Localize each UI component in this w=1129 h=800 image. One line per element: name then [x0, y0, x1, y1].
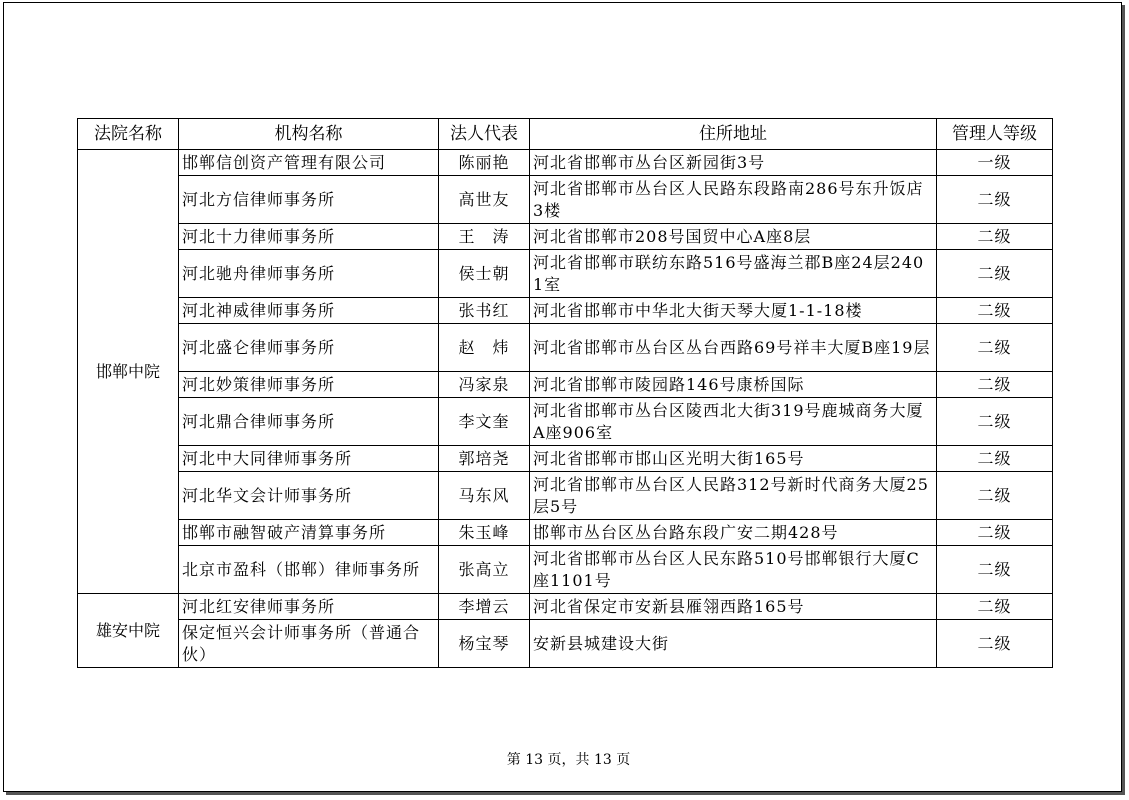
level-cell: 二级 — [937, 446, 1053, 472]
legal-rep-cell: 马东风 — [439, 472, 530, 520]
org-name-cell: 河北鼎合律师事务所 — [179, 398, 439, 446]
address-cell: 河北省邯郸市丛台区人民东路510号邯郸银行大厦C座1101号 — [530, 546, 937, 594]
org-name-cell: 河北妙策律师事务所 — [179, 372, 439, 398]
legal-rep-cell: 赵 炜 — [439, 324, 530, 372]
header-address: 住所地址 — [530, 119, 937, 150]
court-name-cell: 邯郸中院 — [78, 150, 179, 594]
table-row — [78, 546, 1053, 594]
address-cell: 河北省邯郸市丛台区人民路312号新时代商务大厦25层5号 — [530, 472, 937, 520]
level-cell: 二级 — [937, 520, 1053, 546]
legal-rep-cell: 陈丽艳 — [439, 150, 530, 176]
org-name-cell: 河北红安律师事务所 — [179, 594, 439, 620]
level-cell: 二级 — [937, 472, 1053, 520]
address-cell: 河北省邯郸市丛台区新园街3号 — [530, 150, 937, 176]
court-name-cell: 雄安中院 — [78, 594, 179, 668]
header-rep: 法人代表 — [439, 119, 530, 150]
document-page — [3, 2, 1122, 792]
legal-rep-cell: 王 涛 — [439, 224, 530, 250]
org-name-cell: 河北盛仑律师事务所 — [179, 324, 439, 372]
header-org: 机构名称 — [179, 119, 439, 150]
table-row — [78, 520, 1053, 546]
level-cell: 二级 — [937, 620, 1053, 668]
table-header-row — [78, 119, 1053, 150]
org-name-cell: 河北华文会计师事务所 — [179, 472, 439, 520]
legal-rep-cell: 张高立 — [439, 546, 530, 594]
org-name-cell: 保定恒兴会计师事务所（普通合伙） — [179, 620, 439, 668]
table-row — [78, 372, 1053, 398]
address-cell: 河北省邯郸市丛台区陵西北大街319号鹿城商务大厦A座906室 — [530, 398, 937, 446]
address-cell: 河北省邯郸市中华北大街天琴大厦1-1-18楼 — [530, 298, 937, 324]
address-cell: 河北省保定市安新县雁翎西路165号 — [530, 594, 937, 620]
org-name-cell: 北京市盈科（邯郸）律师事务所 — [179, 546, 439, 594]
org-name-cell: 河北方信律师事务所 — [179, 176, 439, 224]
legal-rep-cell: 李增云 — [439, 594, 530, 620]
address-cell: 河北省邯郸市208号国贸中心A座8层 — [530, 224, 937, 250]
level-cell: 二级 — [937, 324, 1053, 372]
org-name-cell: 邯郸信创资产管理有限公司 — [179, 150, 439, 176]
legal-rep-cell: 张书红 — [439, 298, 530, 324]
address-cell: 河北省邯郸市丛台区人民路东段路南286号东升饭店3楼 — [530, 176, 937, 224]
legal-rep-cell: 李文奎 — [439, 398, 530, 446]
address-cell: 安新县城建设大街 — [530, 620, 937, 668]
org-name-cell: 河北十力律师事务所 — [179, 224, 439, 250]
table-row — [78, 594, 1053, 620]
table-row — [78, 398, 1053, 446]
org-name-cell: 邯郸市融智破产清算事务所 — [179, 520, 439, 546]
level-cell: 二级 — [937, 594, 1053, 620]
legal-rep-cell: 朱玉峰 — [439, 520, 530, 546]
level-cell: 二级 — [937, 398, 1053, 446]
table-row — [78, 620, 1053, 668]
address-cell: 河北省邯郸市丛台区丛台西路69号祥丰大厦B座19层 — [530, 324, 937, 372]
legal-rep-cell: 郭培尧 — [439, 446, 530, 472]
table-row — [78, 176, 1053, 224]
legal-rep-cell: 杨宝琴 — [439, 620, 530, 668]
level-cell: 二级 — [937, 250, 1053, 298]
table-row — [78, 224, 1053, 250]
administrator-table — [77, 118, 1053, 668]
address-cell: 河北省邯郸市联纺东路516号盛海兰郡B座24层2401室 — [530, 250, 937, 298]
level-cell: 二级 — [937, 176, 1053, 224]
legal-rep-cell: 冯家泉 — [439, 372, 530, 398]
table-row — [78, 472, 1053, 520]
page-footer: 第 13 页，共 13 页 — [506, 752, 631, 768]
address-cell: 河北省邯郸市陵园路146号康桥国际 — [530, 372, 937, 398]
level-cell: 二级 — [937, 372, 1053, 398]
table-row — [78, 150, 1053, 176]
table-row — [78, 446, 1053, 472]
address-cell: 河北省邯郸市邯山区光明大街165号 — [530, 446, 937, 472]
header-level: 管理人等级 — [937, 119, 1053, 150]
legal-rep-cell: 侯士朝 — [439, 250, 530, 298]
table-body — [78, 150, 1053, 668]
table-row — [78, 324, 1053, 372]
level-cell: 二级 — [937, 298, 1053, 324]
org-name-cell: 河北驰舟律师事务所 — [179, 250, 439, 298]
address-cell: 邯郸市丛台区丛台路东段广安二期428号 — [530, 520, 937, 546]
table-row — [78, 298, 1053, 324]
header-court: 法院名称 — [78, 119, 179, 150]
legal-rep-cell: 高世友 — [439, 176, 530, 224]
org-name-cell: 河北神威律师事务所 — [179, 298, 439, 324]
level-cell: 二级 — [937, 224, 1053, 250]
level-cell: 二级 — [937, 546, 1053, 594]
org-name-cell: 河北中大同律师事务所 — [179, 446, 439, 472]
table-row — [78, 250, 1053, 298]
level-cell: 一级 — [937, 150, 1053, 176]
